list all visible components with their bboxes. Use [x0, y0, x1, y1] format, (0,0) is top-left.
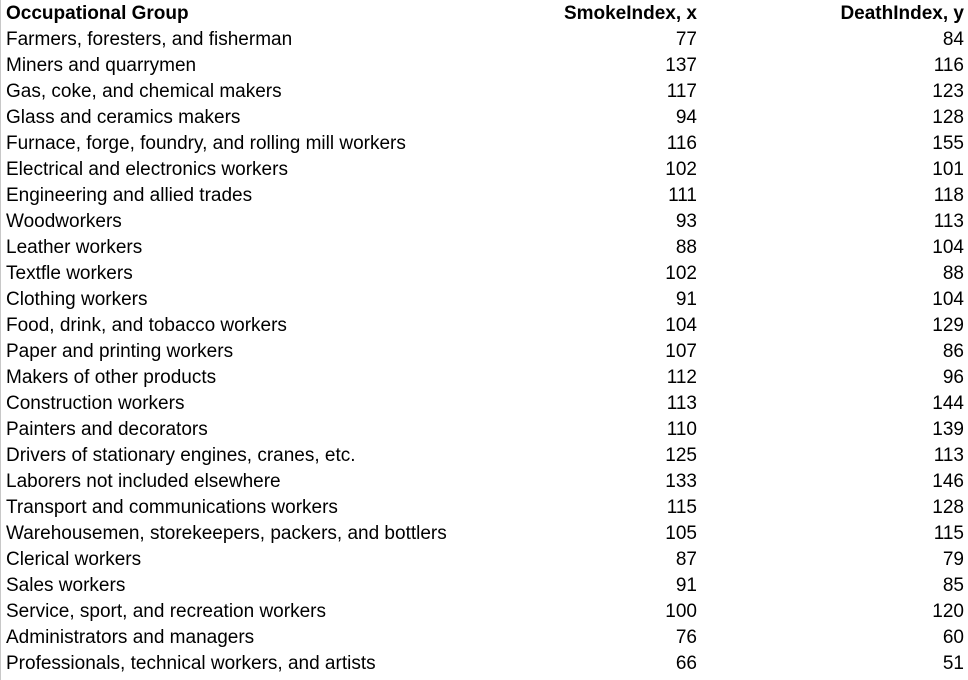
- table-row: [6, 53, 968, 79]
- table-row: [6, 417, 968, 443]
- death-index-cell[interactable]: 85: [942, 575, 964, 596]
- table-row: [6, 547, 968, 573]
- header-occupational-group[interactable]: Occupational Group: [6, 3, 189, 24]
- table-row: [6, 521, 968, 547]
- smoke-index-cell[interactable]: 88: [675, 237, 697, 258]
- death-index-cell[interactable]: 144: [932, 393, 964, 414]
- table-row: [6, 495, 968, 521]
- death-index-cell[interactable]: 101: [932, 159, 964, 180]
- smoke-index-cell[interactable]: 76: [675, 627, 697, 648]
- occupation-cell[interactable]: Painters and decorators: [6, 419, 208, 440]
- table-row: [6, 651, 968, 677]
- table-row: [6, 599, 968, 625]
- smoke-index-cell[interactable]: 112: [666, 367, 697, 388]
- death-index-cell[interactable]: 104: [932, 237, 964, 258]
- table-row: [6, 469, 968, 495]
- table-row: [6, 313, 968, 339]
- death-index-cell[interactable]: 51: [942, 653, 964, 674]
- death-index-cell[interactable]: 146: [932, 471, 964, 492]
- death-index-cell[interactable]: 123: [932, 81, 964, 102]
- death-index-cell[interactable]: 129: [932, 315, 964, 336]
- occupation-cell[interactable]: Woodworkers: [6, 211, 122, 232]
- occupation-cell[interactable]: Engineering and allied trades: [6, 185, 253, 206]
- death-index-cell[interactable]: 79: [942, 549, 964, 570]
- death-index-cell[interactable]: 118: [933, 185, 964, 206]
- occupation-cell[interactable]: Clerical workers: [6, 549, 142, 570]
- occupation-cell[interactable]: Gas, coke, and chemical makers: [6, 81, 282, 102]
- death-index-cell[interactable]: 155: [932, 133, 964, 154]
- death-index-cell[interactable]: 116: [933, 55, 964, 76]
- table-row: [6, 209, 968, 235]
- smoke-index-cell[interactable]: 125: [665, 445, 697, 466]
- death-index-cell[interactable]: 104: [932, 289, 964, 310]
- table-row: [6, 79, 968, 105]
- table-row: [6, 625, 968, 651]
- smoke-index-cell[interactable]: 117: [666, 81, 697, 102]
- occupation-cell[interactable]: Administrators and managers: [6, 627, 255, 648]
- death-index-cell[interactable]: 139: [932, 419, 964, 440]
- occupation-cell[interactable]: Laborers not included elsewhere: [6, 471, 281, 492]
- occupation-cell[interactable]: Warehousemen, storekeepers, packers, and bottlers: [6, 523, 447, 544]
- table-row: [6, 573, 968, 599]
- header-death-index[interactable]: DeathIndex, y: [840, 3, 964, 24]
- occupation-cell[interactable]: Electrical and electronics workers: [6, 159, 288, 180]
- occupation-table: [6, 0, 968, 677]
- death-index-cell[interactable]: 120: [932, 601, 964, 622]
- occupation-cell[interactable]: Service, sport, and recreation workers: [6, 601, 326, 622]
- death-index-cell[interactable]: 113: [933, 445, 964, 466]
- smoke-index-cell[interactable]: 93: [675, 211, 697, 232]
- occupation-cell[interactable]: Miners and quarrymen: [6, 55, 197, 76]
- smoke-index-cell[interactable]: 107: [665, 341, 697, 362]
- occupation-cell[interactable]: Paper and printing workers: [6, 341, 234, 362]
- smoke-index-cell[interactable]: 91: [675, 289, 697, 310]
- smoke-index-cell[interactable]: 116: [666, 133, 697, 154]
- smoke-index-cell[interactable]: 100: [665, 601, 697, 622]
- smoke-index-cell[interactable]: 113: [666, 393, 697, 414]
- smoke-index-cell[interactable]: 91: [675, 575, 697, 596]
- table-row: [6, 131, 968, 157]
- occupation-cell[interactable]: Professionals, technical workers, and artists: [6, 653, 376, 674]
- table-row: [6, 261, 968, 287]
- death-index-cell[interactable]: 88: [942, 263, 964, 284]
- smoke-index-cell[interactable]: 133: [665, 471, 697, 492]
- death-index-cell[interactable]: 96: [942, 367, 964, 388]
- table-row: [6, 235, 968, 261]
- smoke-index-cell[interactable]: 115: [666, 497, 697, 518]
- occupation-cell[interactable]: Farmers, foresters, and fisherman: [6, 29, 293, 50]
- occupation-cell[interactable]: Clothing workers: [6, 289, 148, 310]
- table-row: [6, 27, 968, 53]
- smoke-index-cell[interactable]: 94: [675, 107, 697, 128]
- occupation-cell[interactable]: Glass and ceramics makers: [6, 107, 241, 128]
- death-index-cell[interactable]: 128: [932, 497, 964, 518]
- death-index-cell[interactable]: 86: [942, 341, 964, 362]
- table-row: [6, 391, 968, 417]
- smoke-index-cell[interactable]: 102: [665, 263, 697, 284]
- table-row: [6, 443, 968, 469]
- smoke-index-cell[interactable]: 111: [668, 185, 697, 206]
- occupation-cell[interactable]: Sales workers: [6, 575, 126, 596]
- death-index-cell[interactable]: 60: [942, 627, 964, 648]
- table-row: [6, 183, 968, 209]
- occupation-cell[interactable]: Makers of other products: [6, 367, 217, 388]
- occupation-cell[interactable]: Textfle workers: [6, 263, 133, 284]
- table-row: [6, 365, 968, 391]
- occupation-cell[interactable]: Food, drink, and tobacco workers: [6, 315, 287, 336]
- smoke-index-cell[interactable]: 105: [665, 523, 697, 544]
- occupation-cell[interactable]: Leather workers: [6, 237, 143, 258]
- death-index-cell[interactable]: 115: [933, 523, 964, 544]
- header-smoke-index[interactable]: SmokeIndex, x: [563, 3, 697, 24]
- smoke-index-cell[interactable]: 87: [675, 549, 697, 570]
- table-row: [6, 287, 968, 313]
- smoke-index-cell[interactable]: 77: [675, 29, 697, 50]
- smoke-index-cell[interactable]: 66: [675, 653, 697, 674]
- smoke-index-cell[interactable]: 110: [666, 419, 697, 440]
- occupation-cell[interactable]: Furnace, forge, foundry, and rolling mill workers: [6, 133, 406, 154]
- table-row: [6, 105, 968, 131]
- table-row: [6, 339, 968, 365]
- smoke-index-cell[interactable]: 102: [665, 159, 697, 180]
- occupation-cell[interactable]: Construction workers: [6, 393, 185, 414]
- header-row: [6, 0, 968, 27]
- death-index-cell[interactable]: 113: [933, 211, 964, 232]
- smoke-index-cell[interactable]: 104: [665, 315, 697, 336]
- death-index-cell[interactable]: 128: [932, 107, 964, 128]
- occupation-cell[interactable]: Drivers of stationary engines, cranes, etc.: [6, 445, 356, 466]
- death-index-cell[interactable]: 84: [942, 29, 964, 50]
- smoke-index-cell[interactable]: 137: [665, 55, 697, 76]
- occupation-cell[interactable]: Transport and communications workers: [6, 497, 338, 518]
- table-row: [6, 157, 968, 183]
